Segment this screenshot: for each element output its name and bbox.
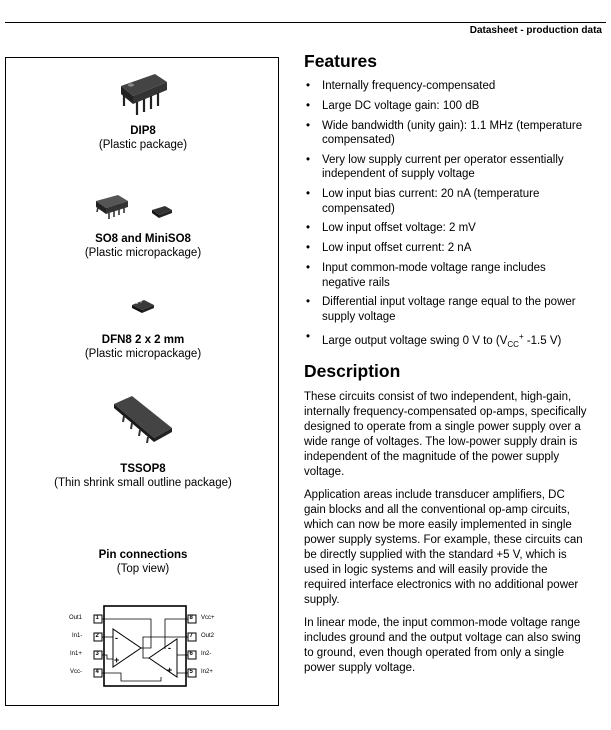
feature-item: • Large DC voltage gain: 100 dB [304, 99, 589, 114]
feature-item: • Low input offset voltage: 2 mV [304, 221, 589, 236]
feature-superscript: + [518, 331, 524, 341]
miniso8-package-icon [150, 204, 174, 220]
feature-item: • Low input bias current: 20 nA (temperature compensated) [304, 187, 589, 216]
package-description: (Plastic micropackage) [84, 348, 202, 360]
package-description: (Thin shrink small outline package) [54, 477, 232, 489]
pin-number: 5 [189, 669, 193, 675]
dfn8-package-icon [130, 298, 156, 314]
features-list [304, 79, 589, 352]
pin-connections-title: Pin connections [98, 549, 188, 561]
description-title: Description [304, 361, 401, 382]
package-name: SO8 and MiniSO8 [95, 233, 191, 245]
package-dip8 [6, 124, 280, 152]
header-rule [5, 22, 606, 23]
package-panel [5, 57, 279, 706]
package-tssop8 [6, 462, 280, 490]
pin-number: 8 [189, 615, 193, 621]
pin-label-right: Vcc+ [201, 615, 215, 621]
pin-label-left: In1+ [70, 651, 82, 657]
pin-label-left: In1- [72, 633, 83, 639]
features-title: Features [304, 51, 377, 71]
pin-label-right: Out2 [201, 633, 215, 639]
dip8-package-icon [117, 70, 171, 118]
pin-label-right: In2+ [201, 669, 213, 675]
feature-subscript: CC [507, 339, 519, 349]
pin-connections-subtitle: (Top view) [116, 563, 170, 575]
pin-number: 7 [189, 633, 193, 639]
right-column [304, 50, 589, 684]
svg-text:+: + [167, 665, 173, 675]
description-paragraph: These circuits consist of two independent, high-gain, internally frequency-compensated op-amps, specifically designed to operate from a single power supply over a wide range of voltages. The low-power supply drain is independent of the magnitude of the power supply voltage. [304, 391, 587, 479]
pin-number: 1 [95, 615, 99, 621]
svg-text:-: - [168, 643, 171, 653]
feature-item: • Wide bandwidth (unity gain): 1.1 MHz (temperature compensated) [304, 119, 589, 148]
feature-text: -1.5 V) [523, 334, 562, 347]
pin-number: 2 [95, 633, 99, 639]
package-dfn8 [6, 333, 280, 361]
pin-label-left: Out1 [69, 615, 83, 621]
pin-label-right: In2- [201, 651, 212, 657]
pin-number: 4 [95, 669, 99, 675]
pin-label-left: Vcc- [70, 669, 82, 675]
pin-diagram [61, 601, 231, 691]
package-name: DFN8 2 x 2 mm [101, 334, 185, 346]
pin-number: 3 [95, 651, 99, 657]
package-name: DIP8 [130, 125, 156, 137]
package-description: (Plastic package) [98, 139, 188, 151]
pin-number: 6 [189, 651, 193, 657]
feature-item: • Internally frequency-compensated [304, 79, 589, 94]
feature-item: • Input common-mode voltage range includes negative rails [304, 261, 589, 290]
svg-text:+: + [114, 655, 120, 665]
tssop8-package-icon [110, 394, 174, 446]
pin-connections-heading [6, 548, 280, 576]
package-name: TSSOP8 [120, 463, 166, 475]
feature-item: • Differential input voltage range equal to the power supply voltage [304, 295, 589, 324]
description-paragraph: Application areas include transducer amplifiers, DC gain blocks and all the conventional op-amp circuits, which can now be more easily implemented in single power supply systems. For example, these circuits can be directly supplied with the standard +5 V, which is used in logic systems and will easily provide the required interface electronics with no additional power supply. [304, 489, 583, 607]
package-so8 [6, 232, 280, 260]
feature-item: • Very low supply current per operator essentially independent of supply voltage [304, 153, 589, 182]
datasheet-header: Datasheet - production data [469, 25, 602, 36]
feature-text: Large output voltage swing 0 V to (V [322, 334, 508, 347]
feature-item: • Low input offset current: 2 nA [304, 241, 589, 256]
description-paragraph: In linear mode, the input common-mode voltage range includes ground and the output voltage can also swing to ground, even though operated from only a single power supply voltage. [304, 617, 581, 675]
package-description: (Plastic micropackage) [84, 247, 202, 259]
svg-text:-: - [115, 633, 118, 643]
feature-item [304, 330, 589, 353]
so8-package-icon [92, 193, 132, 221]
